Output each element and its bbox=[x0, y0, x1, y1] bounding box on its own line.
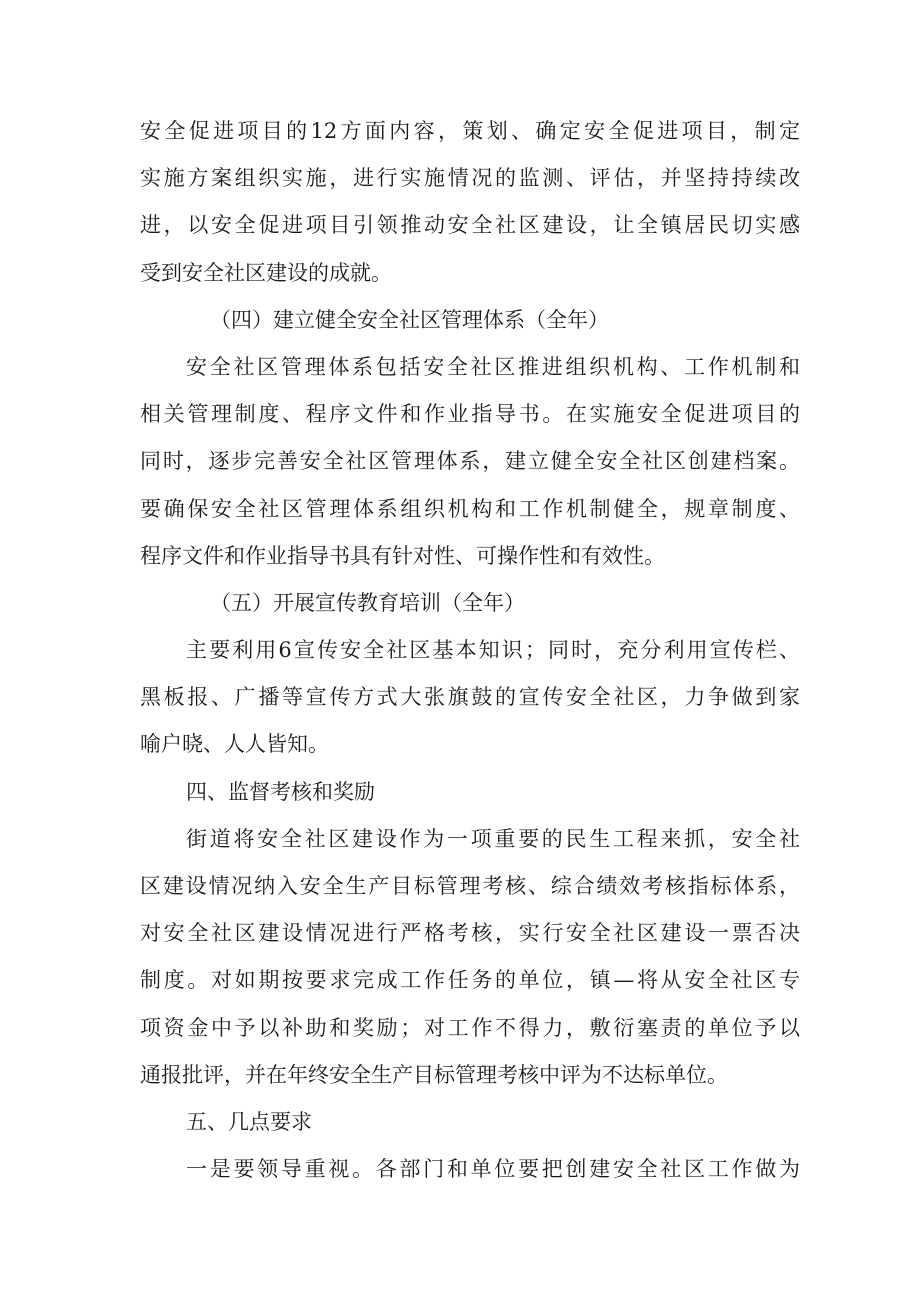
subsection-heading: （四）建立健全安全社区管理体系（全年） bbox=[210, 307, 609, 332]
document-body bbox=[140, 108, 800, 1193]
subsection-heading: （五）开展宣传教育培训（全年） bbox=[210, 590, 525, 615]
paragraph-line: 区建设情况纳入安全生产目标管理考核、综合绩效考核指标体系， bbox=[140, 874, 800, 898]
paragraph-line: 安全促进项目的12方面内容，策划、确定安全促进项目，制定 bbox=[140, 119, 800, 143]
paragraph-line: 项资金中予以补助和奖励；对工作不得力，敷衍塞责的单位予以 bbox=[140, 1015, 800, 1040]
paragraph-line: 对安全社区建设情况进行严格考核，实行安全社区建设一票否决 bbox=[140, 921, 800, 946]
paragraph-line: 实施方案组织实施，进行实施情况的监测、评估，并坚持持续改 bbox=[140, 166, 800, 191]
paragraph-line: 要确保安全社区管理体系组织机构和工作机制健全，规章制度、 bbox=[140, 496, 800, 521]
paragraph-line: 通报批评，并在年终安全生产目标管理考核中评为不达标单位。 bbox=[140, 1062, 728, 1087]
paragraph-line: 黑板报、广播等宣传方式大张旗鼓的宣传安全社区，力争做到家 bbox=[140, 685, 800, 710]
paragraph-line: 主要利用6宣传安全社区基本知识；同时，充分利用宣传栏、 bbox=[186, 638, 800, 663]
paragraph-line: 制度。对如期按要求完成工作任务的单位，镇—将从安全社区专 bbox=[140, 968, 800, 993]
section-heading: 五、几点要求 bbox=[186, 1109, 312, 1134]
paragraph-line: 一是要领导重视。各部门和单位要把创建安全社区工作做为 bbox=[186, 1157, 800, 1182]
paragraph-line: 受到安全社区建设的成就。 bbox=[140, 260, 392, 285]
paragraph-line: 街道将安全社区建设作为一项重要的民生工程来抓，安全社 bbox=[186, 826, 800, 851]
paragraph-line: 安全社区管理体系包括安全社区推进组织机构、工作机制和 bbox=[186, 354, 800, 379]
paragraph-line: 相关管理制度、程序文件和作业指导书。在实施安全促进项目的 bbox=[140, 402, 800, 427]
section-heading: 四、监督考核和奖励 bbox=[186, 779, 375, 804]
paragraph-line: 同时，逐步完善安全社区管理体系，建立健全安全社区创建档案。 bbox=[140, 449, 800, 474]
paragraph-line: 进，以安全促进项目引领推动安全社区建设，让全镇居民切实感 bbox=[140, 213, 800, 238]
paragraph-line: 程序文件和作业指导书具有针对性、可操作性和有效性。 bbox=[140, 543, 665, 568]
paragraph-line: 喻户晓、人人皆知。 bbox=[140, 732, 329, 757]
